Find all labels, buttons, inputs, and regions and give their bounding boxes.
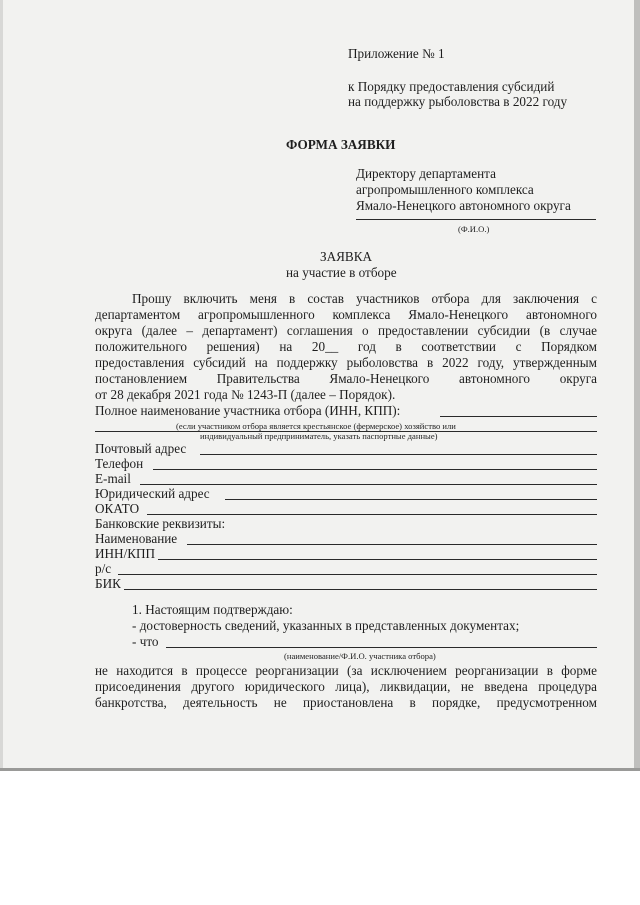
- confirm-item-2: - что: [132, 634, 159, 649]
- addressee-fio-line: [356, 219, 596, 220]
- application-subtitle: на участие в отборе: [286, 265, 397, 280]
- application-title: ЗАЯВКА: [320, 249, 373, 264]
- body-line-1: Прошу включить меня в состав участников отбора для заключения с: [132, 291, 597, 306]
- full-name-label: Полное наименование участника отбора (ИНН, КПП):: [95, 403, 401, 418]
- page-bottom-edge: [0, 768, 640, 771]
- participant-name-line: [166, 647, 597, 648]
- body-line-6: постановлением Правительства Ямало-Ненецкого автономного округа: [95, 371, 597, 386]
- body-line-7: от 28 декабря 2021 года № 1243-П (далее – Порядок).: [95, 387, 396, 402]
- reference-line-1: к Порядку предоставления субсидий: [348, 79, 555, 94]
- body-line-5: предоставления субсидий на поддержку рыболовства в 2022 году, утвержденным: [95, 355, 597, 370]
- note-line-2: индивидуальный предприниматель, указать паспортные данные): [200, 431, 438, 441]
- okato-line: [147, 514, 597, 515]
- body-line-2: департаментом агропромышленного комплекса Ямало-Ненецкого автономного: [95, 307, 597, 322]
- okato-label: ОКАТО: [95, 501, 140, 516]
- bank-name-label: Наименование: [95, 531, 178, 546]
- bik-label: БИК: [95, 576, 121, 591]
- body-line-3: округа (далее – департамент) соглашения о предоставлении субсидии (в случае: [95, 323, 597, 338]
- bik-line: [124, 589, 597, 590]
- form-title: ФОРМА ЗАЯВКИ: [286, 137, 396, 152]
- postal-address-line: [200, 454, 597, 455]
- confirm-item-1: - достоверность сведений, указанных в представленных документах;: [132, 618, 520, 633]
- full-name-line-1: [440, 416, 597, 417]
- account-line: [118, 574, 597, 575]
- bank-details-label: Банковские реквизиты:: [95, 516, 226, 531]
- body-line-4: положительного решения) на 20__ год в соответствии с Порядком: [95, 339, 597, 354]
- participant-caption: (наименование/Ф.И.О. участника отбора): [284, 651, 436, 661]
- bank-name-line: [187, 544, 597, 545]
- confirm-line-1: не находится в процессе реорганизации (за исключением реорганизации в форме: [95, 663, 597, 678]
- account-label: р/с: [95, 561, 112, 576]
- legal-address-line: [225, 499, 597, 500]
- addressee-line-1: Директору департамента: [356, 166, 496, 181]
- inn-kpp-line: [158, 559, 597, 560]
- note-line-1: (если участником отбора является крестьянское (фермерское) хозяйство или: [176, 421, 456, 431]
- legal-address-label: Юридический адрес: [95, 486, 210, 501]
- confirm-line-2: присоединения другого юридического лица), ликвидации, не введена процедура: [95, 679, 597, 694]
- confirm-heading: 1. Настоящим подтверждаю:: [132, 602, 293, 617]
- postal-address-label: Почтовый адрес: [95, 441, 187, 456]
- appendix-label: Приложение № 1: [348, 46, 445, 61]
- email-label: E-mail: [95, 471, 131, 486]
- page-edge-shadow: [0, 0, 3, 770]
- addressee-line-3: Ямало-Ненецкого автономного округа: [356, 198, 571, 213]
- reference-line-2: на поддержку рыболовства в 2022 году: [348, 94, 568, 109]
- phone-label: Телефон: [95, 456, 144, 471]
- email-line: [140, 484, 597, 485]
- confirm-line-3: банкротства, деятельность не приостановлена в порядке, предусмотренном: [95, 695, 597, 710]
- inn-kpp-label: ИНН/КПП: [95, 546, 156, 561]
- addressee-line-2: агропромышленного комплекса: [356, 182, 534, 197]
- fio-caption: (Ф.И.О.): [458, 224, 490, 234]
- phone-line: [153, 469, 597, 470]
